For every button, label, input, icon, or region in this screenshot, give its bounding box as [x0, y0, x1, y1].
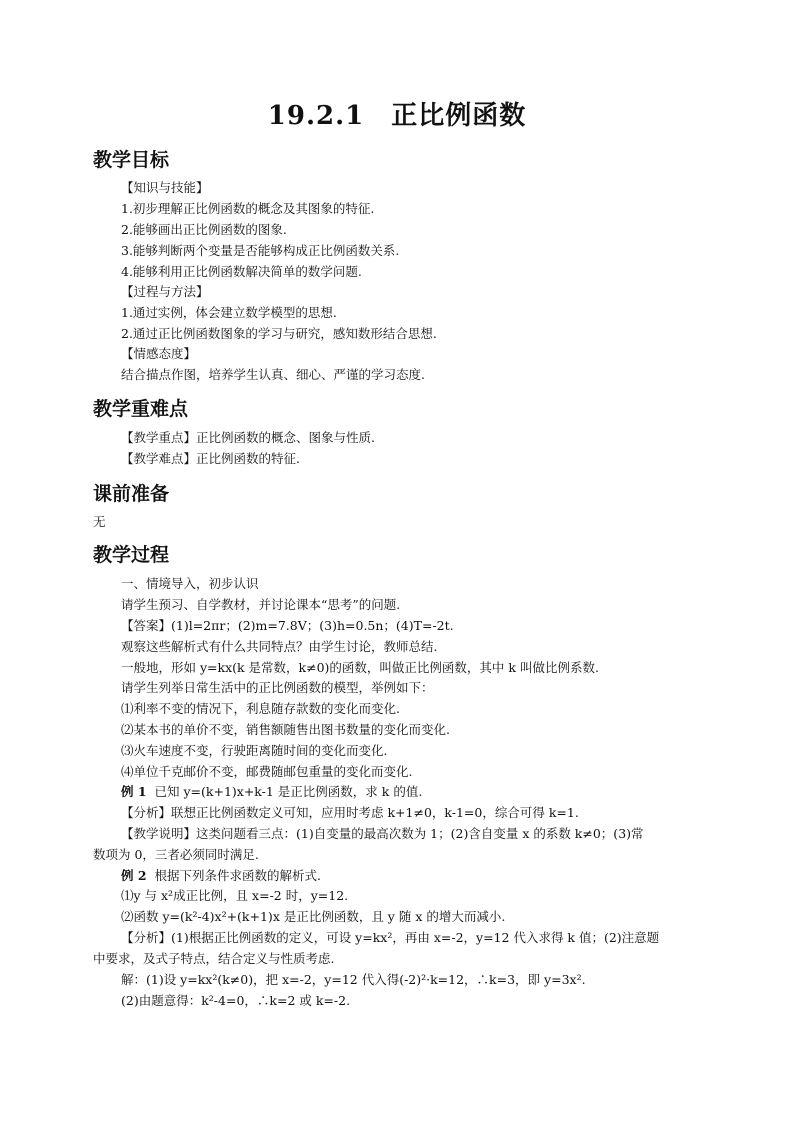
- goals-subheading-knowledge: 【知识与技能】: [121, 180, 209, 195]
- example-model-line: ⑴利率不变的情况下，利息随存款数的变化而变化.: [121, 701, 400, 716]
- analysis-2-line-1: 【分析】(1)根据正比例函数的定义，可设 y=kx²，再由 x=-2，y=12 代入求得 k 值；(2)注意题: [121, 930, 660, 945]
- example-2-label: 例 2: [121, 868, 147, 883]
- example-1: [121, 782, 721, 803]
- example-2: [121, 866, 721, 887]
- process-line: 请学生列举日常生活中的正比例函数的模型，举例如下：: [121, 680, 434, 695]
- goals-line: 4.能够利用正比例函数解决简单的数学问题.: [121, 264, 362, 279]
- analysis-2-line-2: 中要求，及式子特点，结合定义与性质考虑.: [93, 951, 335, 966]
- page-title: 19.2.1 正比例函数: [267, 101, 527, 131]
- example-1-text: 已知 y=(k+1)x+k-1 是正比例函数，求 k 的值.: [154, 784, 423, 799]
- goals-line: 1.通过实例，体会建立数学模型的思想.: [121, 305, 337, 320]
- example-model-line: ⑶火车速度不变，行驶距离随时间的变化而变化.: [121, 743, 388, 758]
- process-heading: 教学过程: [93, 544, 170, 566]
- example-2-text: 根据下列条件求函数的解析式.: [154, 868, 321, 883]
- difficulty-line: 【教学难点】正比例函数的特征.: [121, 451, 300, 466]
- process-line: 一、情境导入，初步认识: [121, 576, 259, 591]
- example-model-line: ⑷单位千克邮价不变，邮费随邮包重量的变化而变化.: [121, 764, 413, 779]
- goals-subheading-attitude: 【情感态度】: [121, 346, 197, 361]
- preparation-content: 无: [93, 514, 106, 529]
- teaching-note-line-2: 数项为 0，三者必须同时满足.: [93, 847, 259, 862]
- teaching-note-line-1: 【教学说明】这类问题看三点：(1)自变量的最高次数为 1；(2)含自变量 x 的系数 k≠0；(3)常: [121, 826, 644, 841]
- example-1-label: 例 1: [121, 784, 147, 799]
- solution-line-2: (2)由题意得：k²-4=0，∴k=2 或 k=-2.: [121, 993, 351, 1008]
- solution-line-1: 解：(1)设 y=kx²(k≠0)，把 x=-2，y=12 代入得(-2)²·k=12，∴k=3，即 y=3x².: [121, 972, 586, 987]
- preparation-heading: 课前准备: [93, 483, 170, 505]
- example-model-line: ⑵某本书的单价不变，销售额随售出图书数量的变化而变化.: [121, 722, 450, 737]
- goals-subheading-process: 【过程与方法】: [121, 284, 209, 299]
- answer-line: 【答案】(1)l=2πr；(2)m=7.8V；(3)h=0.5n；(4)T=-2t.: [121, 618, 454, 633]
- definition-line: 一般地，形如 y=kx(k 是常数，k≠0)的函数，叫做正比例函数，其中 k 叫做比例系数.: [121, 660, 599, 675]
- goals-line: 2.通过正比例函数图象的学习与研究，感知数形结合思想.: [121, 326, 437, 341]
- example-2-item: ⑵函数 y=(k²-4)x²+(k+1)x 是正比例函数，且 y 随 x 的增大而减小.: [121, 909, 506, 924]
- example-2-item: ⑴y 与 x²成正比例，且 x=-2 时，y=12.: [121, 888, 349, 903]
- goals-line: 1.初步理解正比例函数的概念及其图象的特征.: [121, 201, 375, 216]
- goals-line: 结合描点作图，培养学生认真、细心、严谨的学习态度.: [121, 367, 425, 382]
- goals-line: 3.能够判断两个变量是否能够构成正比例函数关系.: [121, 243, 400, 258]
- key-point-line: 【教学重点】正比例函数的概念、图象与性质.: [121, 430, 375, 445]
- goals-heading: 教学目标: [93, 149, 170, 171]
- analysis-1: 【分析】联想正比例函数定义可知，应用时考虑 k+1≠0，k-1=0，综合可得 k=1.: [121, 805, 579, 820]
- goals-line: 2.能够画出正比例函数的图象.: [121, 222, 287, 237]
- key-points-heading: 教学重难点: [93, 398, 189, 420]
- process-line: 观察这些解析式有什么共同特点？由学生讨论，教师总结.: [121, 639, 438, 654]
- process-line: 请学生预习、自学教材，并讨论课本“思考”的问题.: [121, 597, 401, 612]
